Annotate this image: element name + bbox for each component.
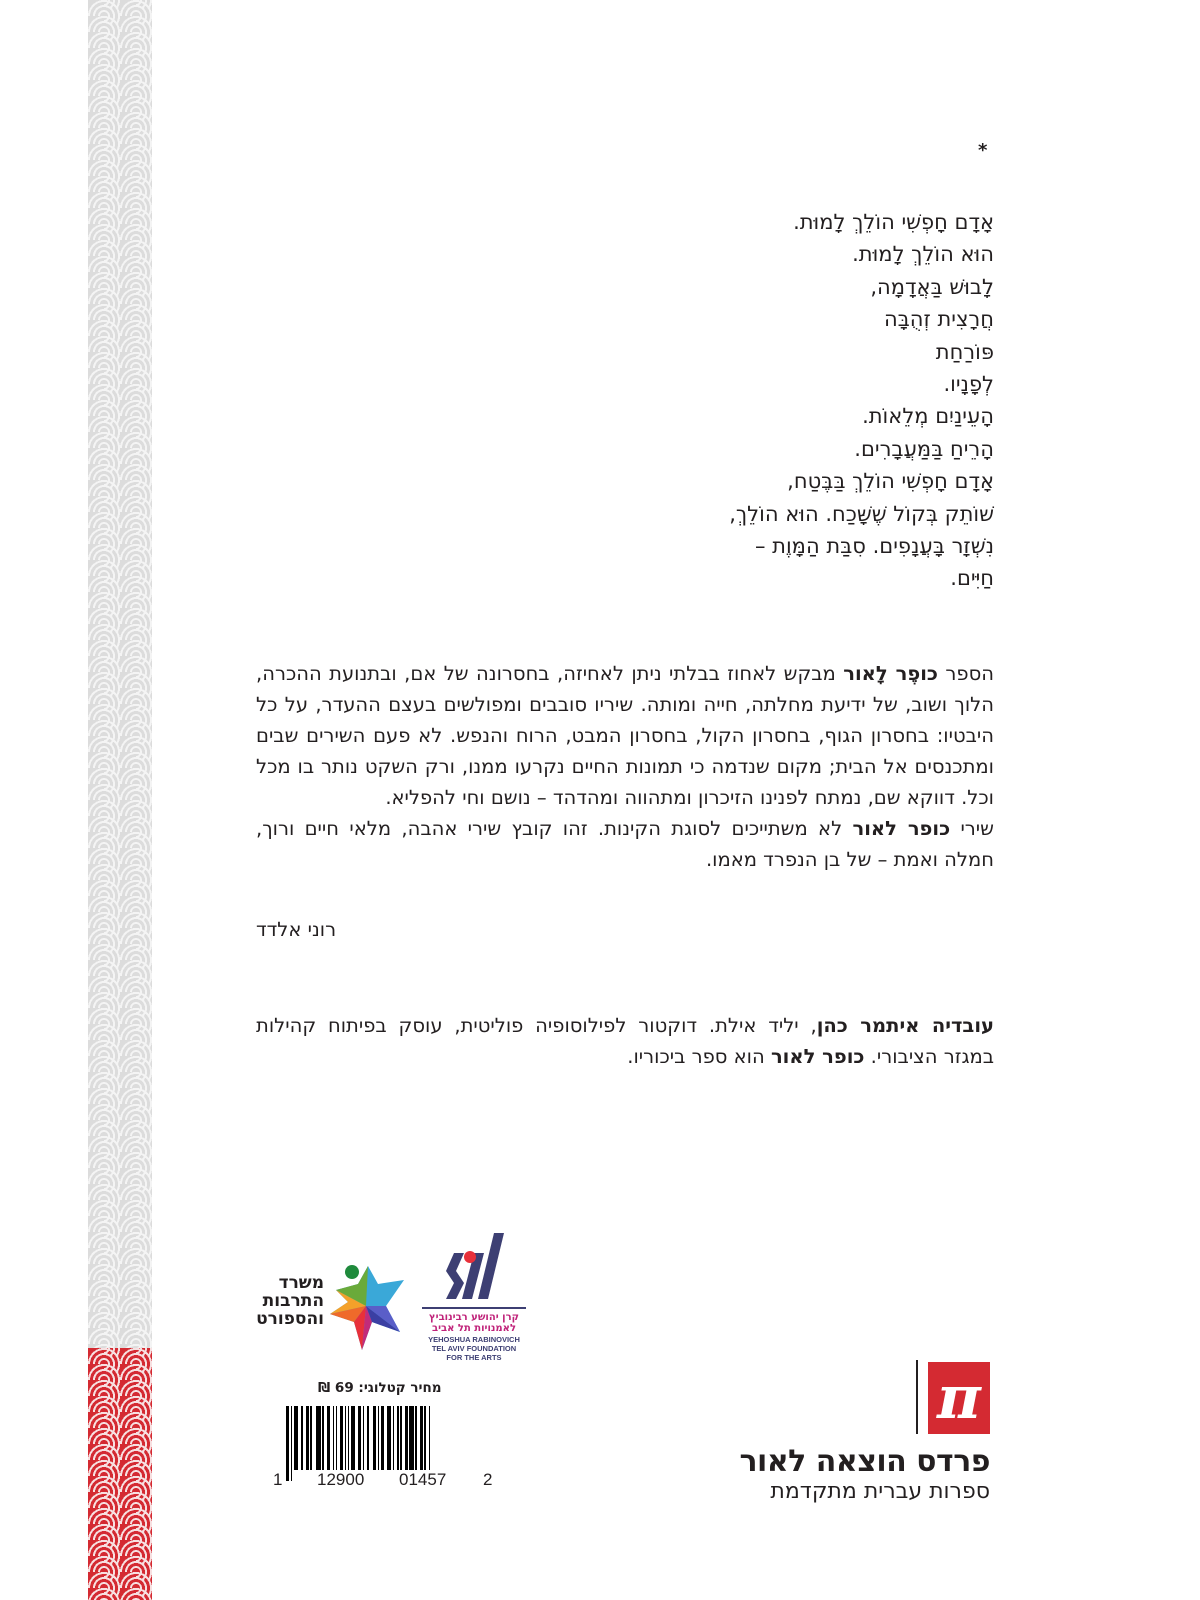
foundation-he-line: קרן יהושע רבינוביץ xyxy=(429,1312,519,1323)
poem-line: שׁוֹתֵק בְּקוֹל שֶׁשָּׁכַח. הוּא הוֹלֵךְ, xyxy=(729,501,994,526)
barcode-digit: 1 xyxy=(273,1470,283,1489)
publisher-name: פרדס הוצאה לאור xyxy=(739,1444,990,1479)
section-marker: * xyxy=(978,140,988,161)
foundation-he-line: לאמנויות תל אביב xyxy=(431,1323,516,1334)
divider xyxy=(916,1360,918,1434)
poem-line: הָעֵינַיִם מְלֵאוֹת. xyxy=(862,404,994,429)
book-title: כופֶר לָאור xyxy=(843,662,938,685)
barcode xyxy=(273,1406,493,1490)
poem-line: חַיִּים. xyxy=(950,566,994,591)
ministry-culture-logo xyxy=(256,1262,406,1354)
author-bio xyxy=(256,1010,994,1072)
poem-line: לְפָנָיו. xyxy=(943,372,994,397)
blurb-text: לא משתייכים לסוגת הקינות. זהו קובץ שירי אהבה, מלאי חיים ורוך, חמלה ואמת – של בן הנפרד מאמו. xyxy=(256,817,994,871)
poem-line: הוּא הוֹלֵךְ לָמוּת. xyxy=(852,242,994,267)
poem-line: לָבוּשׁ בַּאֲדָמָה, xyxy=(870,274,994,299)
poem-line: אָדָם חָפְשִׁי הוֹלֵךְ בַּבֶּטַח, xyxy=(787,469,994,494)
poem-line: הָרֵיחַ בַּמַּעֲבָרִים. xyxy=(854,436,994,461)
spine-pattern-grey xyxy=(88,0,152,1348)
foundation-mark-icon xyxy=(438,1233,518,1301)
book-title: כופר לאור xyxy=(852,817,951,840)
poem-line: חֲרָצִית זְהֻבָּה xyxy=(883,307,994,332)
ministry-name-line: והספורט xyxy=(256,1309,324,1329)
foundation-en-line: FOR THE ARTS xyxy=(446,1353,502,1362)
publisher-logo xyxy=(916,1360,990,1434)
rabinovich-foundation-logo xyxy=(420,1233,528,1363)
spine-pattern-red xyxy=(88,1348,152,1600)
foundation-en-line: YEHOSHUA RABINOVICH xyxy=(428,1335,520,1344)
blurb-paragraph-2 xyxy=(256,813,994,875)
pi-icon: π xyxy=(928,1362,990,1434)
book-blurb xyxy=(256,658,994,875)
poem-line: פּוֹרַחַת xyxy=(935,339,994,364)
star-icon xyxy=(328,1262,406,1354)
catalog-price: מחיר קטלוגי: 69 ₪ xyxy=(318,1380,442,1396)
ministry-name-line: משרד xyxy=(278,1273,324,1293)
barcode-bar xyxy=(430,1406,432,1470)
publisher-tagline: ספרות עברית מתקדמת xyxy=(770,1479,990,1504)
book-title: כופר לאור xyxy=(770,1045,865,1068)
foundation-en-line: TEL AVIV FOUNDATION xyxy=(431,1344,517,1353)
bio-text: הוא ספר ביכוריו. xyxy=(627,1045,771,1068)
ministry-name xyxy=(256,1274,324,1328)
poem xyxy=(729,206,994,595)
divider xyxy=(422,1307,526,1309)
barcode-digit: 01457 xyxy=(399,1470,447,1489)
blurb-text: שירי xyxy=(950,817,994,840)
blurb-signature: רוני אלדד xyxy=(256,918,337,941)
blurb-text: הספר xyxy=(937,662,994,685)
author-name: עובדיה איתמר כהן xyxy=(816,1014,995,1037)
blurb-paragraph-1 xyxy=(256,658,994,813)
barcode-digit: 2 xyxy=(483,1470,493,1489)
bio-text: , יליד אילת. דוקטור לפילוסופיה פוליטית, עוסק בפיתוח קהילות במגזר הציבורי. xyxy=(256,1014,994,1068)
poem-line: אָדָם חָפְשִׁי הוֹלֵךְ לָמוּת. xyxy=(793,210,994,234)
foundation-name-english xyxy=(422,1335,526,1362)
ministry-name-line: התרבות xyxy=(262,1291,324,1311)
barcode-digit: 12900 xyxy=(317,1470,365,1489)
poem-line: נִשְׁזָר בָּעֲנָפִים. סִבַּת הַמָּוֶת – xyxy=(754,534,994,559)
blurb-text: מבקש לאחוז בבלתי ניתן לאחיזה, בחסרונה של אם, ובתנועת ההכרה, הלוך ושוב, של ידיעת מחלתה, חייה ומותה. שיריו סובבים ומפולשים בעצם ההעדר, על כל היבטיו: בחסרון הגוף, בחסרון הקול, בחסרון המבט, הרוח והנפש. לא פעם השירים שבים ומתכנסים אל הבית; מקום שנדמה כי תמונות החיים נקרעו ממנו, ורק השקט נותר בו מכל וכל. דווקא שם, נמתח לפנינו הזיכרון ומתהווה ומהדהד – נושם וחי להפליא. xyxy=(256,662,994,809)
barcode-digits xyxy=(272,1470,502,1490)
foundation-name-hebrew xyxy=(422,1312,526,1334)
